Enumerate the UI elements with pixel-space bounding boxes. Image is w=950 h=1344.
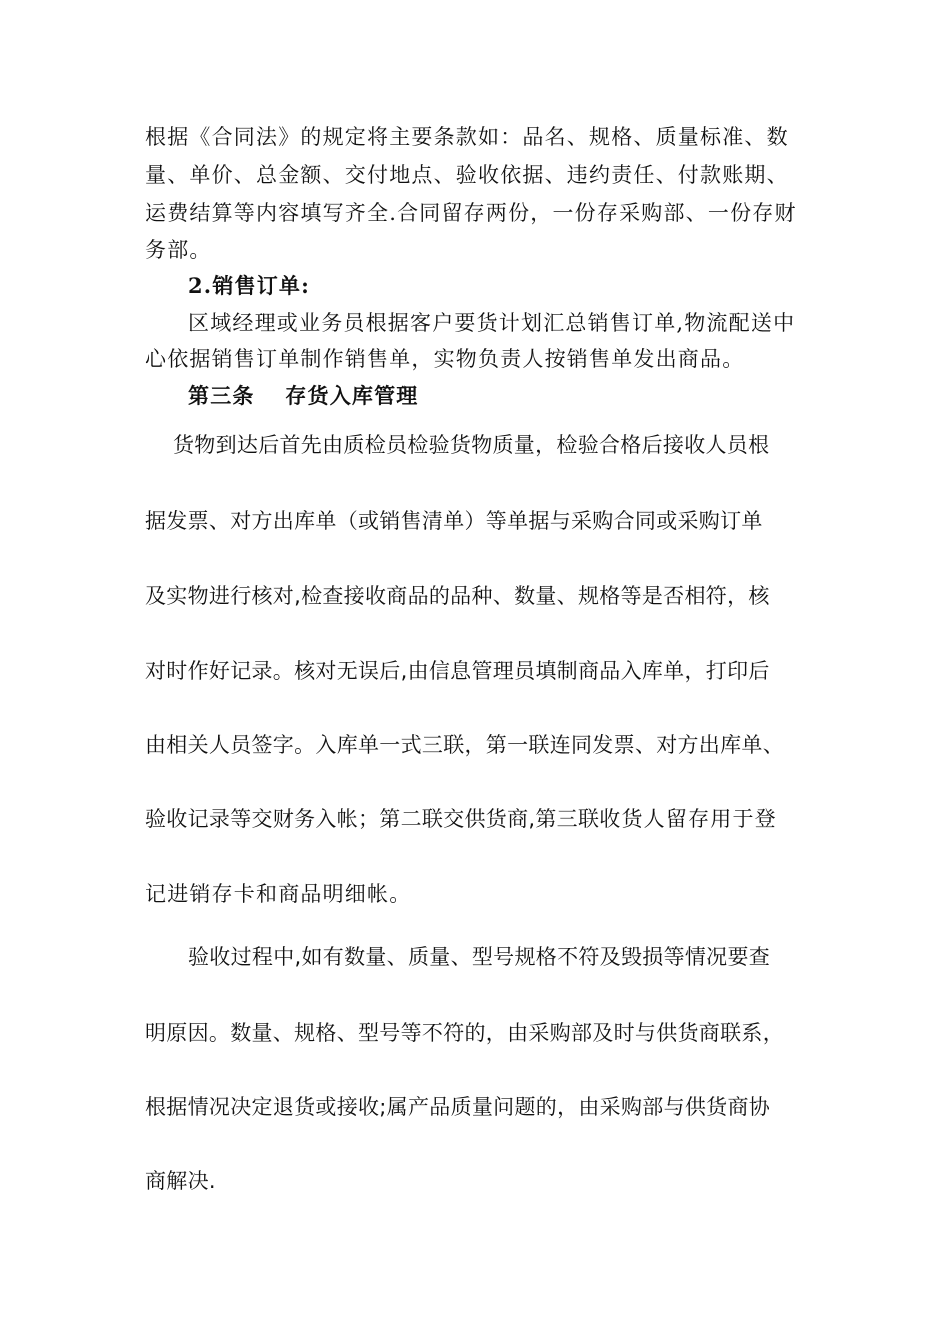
sales-order-text-line-2: 心依据销售订单制作销售单，实物负责人按销售单发出商品。 <box>145 347 745 371</box>
inbound-text-line-1: 货物到达后首先由质检员检验货物质量，检验合格后接收人员根 <box>173 433 770 457</box>
contract-text-line-3: 运费结算等内容填写齐全.合同留存两份，一份存采购部、一份存财 <box>145 201 797 225</box>
inbound-text-line-5: 由相关人员签字。入库单一式三联，第一联连同发票、对方出库单、 <box>145 733 784 757</box>
inspection-text-line-2: 明原因。数量、规格、型号等不符的，由采购部及时与供货商联系， <box>145 1021 784 1045</box>
contract-text-line-2: 量、单价、总金额、交付地点、验收依据、违约责任、付款账期、 <box>145 163 789 187</box>
inspection-text-line-4: 商解决. <box>145 1169 216 1193</box>
inspection-text-line-3: 根据情况决定退货或接收;属产品质量问题的，由采购部与供货商协 <box>145 1095 771 1119</box>
inbound-text-line-6 <box>145 806 777 832</box>
article3-heading: 第三条 存货入库管理 <box>188 383 419 408</box>
inbound-text-line-6-part-1: 验收记录等交财务入帐；第二联交供货商,第三联 <box>145 807 600 831</box>
sales-order-heading: 2.销售订单: <box>188 273 311 298</box>
inbound-text-line-3: 及实物进行核对,检查接收商品的品种、数量、规格等是否相符，核 <box>145 584 770 608</box>
inbound-text-line-7-part-2: 。 <box>389 882 411 906</box>
inbound-text-line-4: 对时作好记录。核对无误后,由信息管理员填制商品入库单，打印后 <box>145 659 770 683</box>
inbound-text-line-7-part-1: 记进销存卡和商品明细帐 <box>145 882 390 906</box>
inbound-text-line-7 <box>145 881 411 907</box>
contract-text-line-4: 务部。 <box>145 238 212 262</box>
inspection-text-line-1: 验收过程中,如有数量、质量、型号规格不符及毁损等情况要查 <box>188 945 771 969</box>
inbound-text-line-6-part-2: 收货人留存用于登 <box>599 807 777 831</box>
sales-order-text-line-1: 区域经理或业务员根据客户要货计划汇总销售订单,物流配送中 <box>188 311 796 335</box>
inbound-text-line-2: 据发票、对方出库单（或销售清单）等单据与采购合同或采购订单 <box>145 509 763 533</box>
contract-text-line-1: 根据《合同法》的规定将主要条款如：品名、规格、质量标准、数 <box>145 125 789 149</box>
